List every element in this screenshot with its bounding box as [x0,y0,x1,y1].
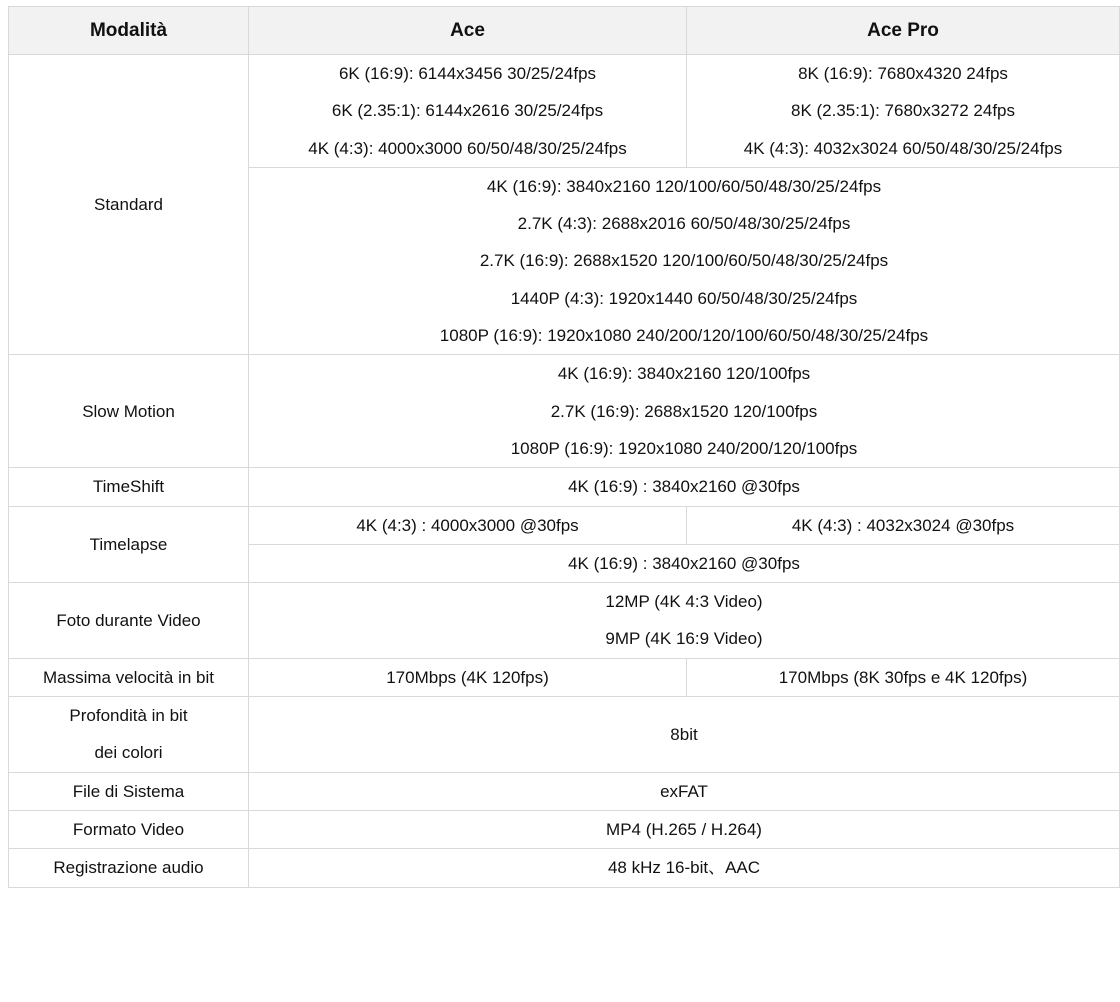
photo-video-row [9,583,1120,659]
slow-motion-cell [249,355,1120,468]
color-depth-label [9,697,249,773]
bitrate-label: Massima velocità in bit [9,658,249,696]
standard-ace-cell [249,55,687,168]
timeshift-label: TimeShift [9,468,249,506]
audio-row [9,849,1120,887]
color-depth-label-line: dei colori [94,743,163,763]
standard-ace-pro-cell [687,55,1120,168]
color-depth-cell: 8bit [249,697,1120,773]
standard-ace-line: 6K (16:9): 6144x3456 30/25/24fps [338,64,597,83]
slow-motion-line: 2.7K (16:9): 2688x1520 120/100fps [550,401,818,421]
standard-label: Standard [9,55,249,355]
header-ace: Ace [249,7,687,55]
header-mode: Modalità [9,7,249,55]
standard-shared-line: 1080P (16:9): 1920x1080 240/200/120/100/60/50/48/30/25/24fps [439,326,929,346]
color-depth-row [9,697,1120,773]
bitrate-ace-cell: 170Mbps (4K 120fps) [249,658,687,696]
video-format-cell: MP4 (H.265 / H.264) [249,810,1120,848]
standard-ace-line: 6K (2.35:1): 6144x2616 30/25/24fps [331,101,604,121]
timelapse-row [9,506,1120,544]
color-depth-label-line: Profondità in bit [69,706,188,726]
slow-motion-line: 1080P (16:9): 1920x1080 240/200/120/100fps [510,438,858,458]
standard-shared-line: 2.7K (4:3): 2688x2016 60/50/48/30/25/24fps [517,214,851,234]
video-format-row [9,810,1120,848]
photo-video-line: 12MP (4K 4:3 Video) [605,592,763,612]
bitrate-row [9,658,1120,696]
audio-cell: 48 kHz 16-bit、AAC [249,849,1120,887]
file-system-row [9,772,1120,810]
timelapse-ace-cell: 4K (4:3) : 4000x3000 @30fps [249,506,687,544]
header-row [9,7,1120,55]
timelapse-label: Timelapse [9,506,249,583]
timeshift-row [9,468,1120,506]
file-system-cell: exFAT [249,772,1120,810]
file-system-label: File di Sistema [9,772,249,810]
slow-motion-label: Slow Motion [9,355,249,468]
photo-video-label: Foto durante Video [9,583,249,659]
spec-table [8,6,1120,888]
photo-video-cell [249,583,1120,659]
bitrate-ace-pro-cell: 170Mbps (8K 30fps e 4K 120fps) [687,658,1120,696]
standard-shared-line: 4K (16:9): 3840x2160 120/100/60/50/48/30/25/24fps [486,176,882,196]
standard-ace-pro-line: 8K (16:9): 7680x4320 24fps [798,64,1008,83]
timelapse-shared-cell: 4K (16:9) : 3840x2160 @30fps [249,544,1120,582]
header-ace-pro: Ace Pro [687,7,1120,55]
slow-motion-line: 4K (16:9): 3840x2160 120/100fps [557,364,811,384]
standard-shared-line: 2.7K (16:9): 2688x1520 120/100/60/50/48/30/25/24fps [479,251,889,271]
standard-ace-pro-line: 4K (4:3): 4032x3024 60/50/48/30/25/24fps [743,138,1063,158]
slow-motion-row [9,355,1120,468]
standard-ace-pro-line: 8K (2.35:1): 7680x3272 24fps [791,101,1015,121]
timelapse-ace-pro-cell: 4K (4:3) : 4032x3024 @30fps [687,506,1120,544]
standard-shared-line: 1440P (4:3): 1920x1440 60/50/48/30/25/24fps [510,288,858,308]
photo-video-line: 9MP (4K 16:9 Video) [605,629,763,649]
timeshift-cell: 4K (16:9) : 3840x2160 @30fps [249,468,1120,506]
video-format-label: Formato Video [9,810,249,848]
standard-shared-cell [249,167,1120,354]
audio-label: Registrazione audio [9,849,249,887]
standard-ace-line: 4K (4:3): 4000x3000 60/50/48/30/25/24fps [308,138,627,158]
standard-row [9,55,1120,168]
